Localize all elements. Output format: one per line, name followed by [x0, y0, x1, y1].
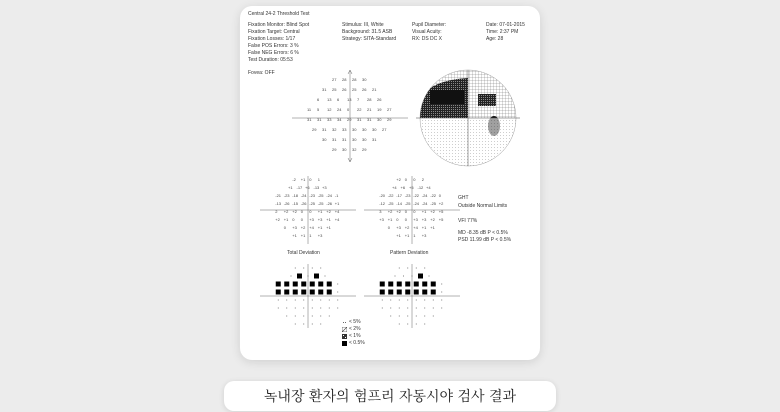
threshold-value: 31 [342, 137, 347, 142]
patient-age: Age: 28 [486, 36, 504, 42]
total-deviation-value: -24 [300, 193, 307, 198]
threshold-value: 30 [352, 137, 357, 142]
probability-symbol [320, 316, 321, 317]
threshold-value: 31 [372, 137, 377, 142]
probability-symbol [308, 276, 309, 277]
pattern-deviation-value: +1 [404, 233, 410, 238]
probability-symbol [284, 290, 289, 295]
test-duration: Test Duration: 05:53 [248, 57, 293, 63]
threshold-value: 30 [362, 127, 367, 132]
probability-symbol [424, 316, 425, 317]
probability-symbol [276, 282, 281, 287]
probability-symbol [278, 300, 279, 301]
pattern-deviation-value: +5 [438, 209, 444, 214]
probability-symbol [293, 282, 298, 287]
pattern-deviation-value: -14 [396, 201, 403, 206]
threshold-value: 22 [357, 107, 362, 112]
probability-symbol [390, 300, 391, 301]
probability-symbol [310, 282, 315, 287]
probability-symbol [433, 316, 434, 317]
probability-symbol [327, 290, 332, 295]
probability-symbol [327, 282, 332, 287]
vfi-value: VFI 77% [458, 218, 478, 224]
total-deviation-value: +1 [292, 233, 297, 238]
probability-symbol [276, 290, 281, 295]
probability-symbol [424, 300, 425, 301]
probability-symbol [337, 300, 338, 301]
pattern-deviation-value: +3 [379, 217, 384, 222]
threshold-value: 31 [317, 117, 322, 122]
total-deviation-value: 0 [309, 209, 312, 214]
pattern-deviation-value: -23 [404, 193, 411, 198]
pattern-deviation-value: -24 [413, 201, 420, 206]
pattern-deviation-value: +5 [409, 185, 414, 190]
probability-symbol [329, 300, 330, 301]
total-deviation-value: 0 [300, 217, 303, 222]
total-deviation-value: +6 [305, 185, 310, 190]
pattern-deviation-value: 0 [438, 193, 441, 198]
probability-symbol [399, 268, 400, 269]
threshold-value: 5 [317, 107, 320, 112]
threshold-value: 31 [307, 117, 312, 122]
threshold-value: 30 [362, 77, 367, 82]
probability-symbol [390, 316, 391, 317]
pattern-deviation-probability-plot [364, 264, 460, 328]
figure-caption: 녹내장 환자의 험프리 자동시야 검사 결과 [224, 381, 556, 411]
total-deviation-value: +1 [326, 217, 331, 222]
threshold-value: 27 [332, 77, 337, 82]
probability-symbol [399, 308, 400, 309]
probability-symbol [412, 276, 413, 277]
total-deviation-value: -15 [292, 201, 299, 206]
probability-symbol [303, 268, 304, 269]
total-deviation-value: -17 [296, 185, 303, 190]
total-deviation-value: +1 [317, 209, 323, 214]
threshold-value: 31 [332, 137, 337, 142]
threshold-value: 32 [352, 147, 357, 152]
total-deviation-value: +1 [300, 233, 306, 238]
probability-symbol [433, 308, 434, 309]
total-deviation-value: -24 [326, 193, 333, 198]
ght-value: Outside Normal Limits [458, 203, 508, 209]
probability-symbol [407, 300, 408, 301]
threshold-value: 25 [332, 87, 337, 92]
pattern-deviation-value: 3 [379, 209, 382, 214]
pattern-deviation-value: 1 [413, 233, 416, 238]
probability-symbol [388, 290, 393, 295]
threshold-value: 25 [352, 87, 357, 92]
visual-field-report: Central 24-2 Threshold Test Fixation Monitor: Blind Spot Fixation Target: Central Fixation Losses: 1/17 False POS Errors: 3 % False NEG Errors: 6 % Test Duration: 05:53 Stimulus: III, White Background: 31.5 ASB Strategy: SITA-Standard Pupil Diameter: Visual Acuity: RX: DS DC X Date: 07-01-2015 Time: 2:37 PM Age: 28 Fovea: OFF 27 28 28 30 31 25 26 25 26 21 6 13 6 13 7 28 26 11 5 12 24 0 22 21 19 27 31 31 33 34 29 31 31 30 29 29 31 32 33 30 30 30 27 30 31 31 30 30 31 29 30 32 29 -2 +1 0 1 +1 -17 +6 -13 +3 -21 -23 -18 -24 -23 -25 -24 -1 -13 -26 -15 -26 -25 -25 -26 +1 2 +2 +2 0 0 +1 +2 +4 +2 +1 0 0 +3 +3 +1 +4 0 +3 +2 +4 +1 +1 +1 +1 1 +3 Total Deviation +2 0 0 2 +4 +6 +5 -12 +4 -20 -22 -17 -23 -22 -24 -22 0 -12 -25 -14 -25 -24 -24 -25 +2 3 +2 +2 0 0 +1 +2 +5 +3 +1 0 0 +3 +3 +2 +5 0 +3 +2 +4 +1 +1 +1 +1 1 +3 Pattern Deviation GHT Outside Normal Limits VFI 77% MD -8.35 dB P < 0.5% PSD 11.99 dB P < 0.5% < 5% < 2% < 1% < 0.5% [248, 11, 525, 346]
probability-symbol [303, 324, 304, 325]
pattern-deviation-value: +1 [421, 209, 427, 214]
threshold-value: 19 [377, 107, 382, 112]
total-deviation-value: 0 [292, 217, 295, 222]
threshold-value: 31 [367, 117, 372, 122]
pattern-deviation-value: -25 [430, 201, 437, 206]
total-deviation-value: +3 [309, 217, 314, 222]
probability-symbol [295, 324, 296, 325]
fixation-target: Fixation Target: Central [248, 29, 300, 35]
total-deviation-value: +1 [334, 201, 340, 206]
probability-symbol [312, 300, 313, 301]
threshold-value: 30 [342, 147, 347, 152]
total-deviation-value: +4 [334, 217, 340, 222]
probability-symbol [320, 300, 321, 301]
threshold-value: 26 [362, 87, 367, 92]
threshold-value: 34 [337, 117, 342, 122]
report-title: Central 24-2 Threshold Test [248, 11, 310, 17]
threshold-value: 29 [362, 147, 367, 152]
probability-symbol [405, 290, 410, 295]
probability-symbol [312, 308, 313, 309]
total-deviation-value: -21 [275, 193, 282, 198]
pattern-deviation-value: 0 [413, 177, 416, 182]
visual-acuity: Visual Acuity: [412, 29, 442, 35]
total-deviation-value: -26 [283, 201, 290, 206]
total-deviation-value: +2 [326, 209, 331, 214]
probability-symbol [431, 290, 436, 295]
probability-symbol [380, 290, 385, 295]
threshold-value: 28 [352, 77, 357, 82]
probability-symbol [286, 316, 287, 317]
report-card [240, 6, 540, 360]
probability-symbol [399, 300, 400, 301]
threshold-value: 30 [372, 127, 377, 132]
threshold-value: 31 [322, 127, 327, 132]
threshold-value: 13 [327, 97, 332, 102]
threshold-value: 6 [337, 97, 340, 102]
probability-symbol [441, 300, 442, 301]
probability-symbol [295, 316, 296, 317]
total-deviation-value: +2 [292, 209, 297, 214]
legend-symbol-1-icon [342, 334, 347, 339]
probability-symbol [303, 316, 304, 317]
psd-value: PSD 11.99 dB P < 0.5% [458, 237, 512, 243]
threshold-value: 21 [367, 107, 372, 112]
probability-symbol [399, 324, 400, 325]
probability-symbol [286, 308, 287, 309]
pattern-deviation-value: +1 [396, 233, 401, 238]
probability-symbol [337, 292, 338, 293]
legend-symbol-2-icon [342, 327, 347, 332]
pattern-deviation-value: -25 [387, 201, 394, 206]
probability-symbol [295, 308, 296, 309]
threshold-value: 30 [377, 117, 382, 122]
probability-symbol [297, 274, 302, 279]
threshold-value: 26 [342, 87, 347, 92]
fixation-monitor: Fixation Monitor: Blind Spot [248, 22, 310, 28]
probability-symbol [414, 282, 419, 287]
probability-symbol [414, 290, 419, 295]
pattern-deviation-value: +1 [421, 225, 427, 230]
threshold-value: 33 [327, 117, 332, 122]
pattern-deviation-label: Pattern Deviation [390, 250, 429, 256]
pattern-deviation-value: -24 [421, 193, 428, 198]
probability-symbol [395, 276, 396, 277]
threshold-value: 27 [382, 127, 387, 132]
threshold-value: 32 [332, 127, 337, 132]
pattern-deviation-value: 0 [387, 225, 390, 230]
threshold-value: 33 [342, 127, 347, 132]
pattern-deviation-value: +5 [438, 217, 444, 222]
probability-symbol [325, 276, 326, 277]
threshold-value: 12 [327, 107, 332, 112]
total-deviation-value: +4 [309, 225, 314, 230]
probability-symbol [441, 308, 442, 309]
total-deviation-value: 0 [283, 225, 286, 230]
probability-symbol [314, 274, 319, 279]
probability-symbol [301, 282, 306, 287]
probability-symbol [291, 276, 292, 277]
total-deviation-value: +1 [283, 217, 289, 222]
probability-symbol [416, 308, 417, 309]
probability-symbol [397, 290, 402, 295]
threshold-value: 30 [362, 137, 367, 142]
threshold-value: 11 [307, 107, 312, 112]
threshold-value: 27 [387, 107, 392, 112]
pattern-deviation-value: -17 [396, 193, 403, 198]
pattern-deviation-value: -22 [430, 193, 437, 198]
pattern-deviation-value: 0 [404, 177, 407, 182]
total-deviation-value: -13 [275, 201, 282, 206]
grayscale-map [412, 68, 524, 168]
total-deviation-value: -25 [309, 201, 316, 206]
total-deviation-value: +2 [300, 225, 306, 230]
pattern-deviation-value: +2 [396, 177, 401, 182]
threshold-value: 28 [342, 77, 347, 82]
threshold-value: 31 [357, 117, 362, 122]
total-deviation-value: +4 [334, 209, 340, 214]
probability-symbol [295, 300, 296, 301]
pattern-deviation-value: +2 [387, 209, 393, 214]
threshold-value: 24 [337, 107, 342, 112]
probability-symbol [418, 274, 423, 279]
pattern-deviation-value: +4 [392, 185, 397, 190]
probability-symbol [380, 282, 385, 287]
threshold-value: 29 [387, 117, 392, 122]
pattern-deviation-value: +3 [421, 233, 427, 238]
probability-symbol [407, 268, 408, 269]
probability-symbol [303, 300, 304, 301]
threshold-value: 13 [347, 97, 352, 102]
probability-symbol [441, 284, 442, 285]
probability-symbol [312, 268, 313, 269]
probability-symbol [329, 308, 330, 309]
false-pos-errors: False POS Errors: 3 % [248, 43, 299, 49]
pattern-deviation-value: +1 [430, 225, 435, 230]
total-deviation-value: +3 [317, 217, 323, 222]
pattern-deviation-value: +4 [426, 185, 431, 190]
probability-symbol [337, 308, 338, 309]
pattern-deviation-value: 0 [396, 217, 399, 222]
total-deviation-value: 0 [300, 209, 303, 214]
pattern-deviation-value: +3 [421, 217, 427, 222]
probability-symbol [397, 282, 402, 287]
probability-symbol [429, 276, 430, 277]
total-deviation-value: -26 [326, 201, 333, 206]
probability-symbol [312, 316, 313, 317]
total-deviation-value: +1 [300, 177, 306, 182]
threshold-value: 29 [347, 117, 352, 122]
test-date: Date: 07-01-2015 [486, 22, 525, 28]
probability-symbol [284, 282, 289, 287]
pattern-deviation-value: -12 [417, 185, 424, 190]
total-deviation-value: -18 [292, 193, 299, 198]
probability-symbol [416, 324, 417, 325]
total-deviation-value: +3 [317, 233, 323, 238]
false-neg-errors: False NEG Errors: 6 % [248, 50, 299, 56]
legend-symbol-05-icon [342, 341, 347, 346]
threshold-value: 21 [372, 87, 377, 92]
probability-symbol [310, 290, 315, 295]
test-time: Time: 2:37 PM [486, 29, 519, 35]
probability-symbol [422, 290, 427, 295]
legend-symbol-5-icon [342, 320, 347, 325]
threshold-value: 28 [367, 97, 372, 102]
probability-symbol [416, 300, 417, 301]
pattern-deviation-value: -22 [413, 193, 420, 198]
probability-symbol [329, 316, 330, 317]
pattern-deviation-value: +2 [430, 217, 435, 222]
threshold-value: 30 [322, 137, 327, 142]
total-deviation-value: -25 [317, 193, 324, 198]
pattern-deviation-value: 2 [421, 177, 424, 182]
total-deviation-label: Total Deviation [287, 250, 320, 256]
pattern-deviation-value: 0 [404, 209, 407, 214]
total-deviation-value: +2 [283, 209, 289, 214]
probability-symbol [382, 308, 383, 309]
pattern-deviation-value: +2 [430, 209, 435, 214]
total-deviation-value: 0 [309, 177, 312, 182]
pattern-deviation-value: -20 [379, 193, 386, 198]
pattern-deviation-value: 0 [413, 209, 416, 214]
probability-symbol [403, 276, 404, 277]
total-deviation-value: +3 [322, 185, 327, 190]
pattern-deviation-value: -22 [387, 193, 394, 198]
pattern-deviation-value: 0 [404, 217, 407, 222]
threshold-value: 0 [347, 107, 350, 112]
threshold-axes [290, 68, 410, 164]
total-deviation-value: -2 [292, 177, 296, 182]
fixation-losses: Fixation Losses: 1/17 [248, 36, 296, 42]
pattern-deviation-value: -25 [404, 201, 411, 206]
threshold-value: 26 [377, 97, 382, 102]
total-deviation-probability-plot [260, 264, 356, 328]
probability-symbol [337, 284, 338, 285]
probability-symbol [320, 308, 321, 309]
strategy: Strategy: SITA-Standard [342, 36, 397, 42]
pupil-diameter: Pupil Diameter: [412, 22, 447, 28]
probability-symbol [416, 268, 417, 269]
probability-symbol [320, 324, 321, 325]
rx: RX: DS DC X [412, 36, 443, 42]
probability-symbol [424, 268, 425, 269]
probability-symbol [382, 300, 383, 301]
pattern-deviation-value: +4 [413, 225, 418, 230]
probability-symbol [312, 324, 313, 325]
pattern-deviation-value: +1 [387, 217, 393, 222]
pattern-deviation-value: +2 [404, 225, 410, 230]
probability-symbol [278, 308, 279, 309]
total-deviation-value: -26 [300, 201, 307, 206]
pattern-deviation-value: -12 [379, 201, 386, 206]
total-deviation-value: -23 [283, 193, 290, 198]
total-deviation-value: +1 [326, 225, 331, 230]
ght-label: GHT [458, 195, 469, 201]
total-deviation-value: 2 [275, 209, 278, 214]
total-deviation-value: +3 [292, 225, 297, 230]
threshold-value: 6 [317, 97, 320, 102]
total-deviation-value: -13 [313, 185, 320, 190]
total-deviation-value: -23 [309, 193, 316, 198]
probability-symbol [399, 316, 400, 317]
total-deviation-value: -1 [334, 193, 339, 198]
probability-symbol [320, 268, 321, 269]
probability-symbol [416, 316, 417, 317]
total-deviation-value: +1 [317, 225, 323, 230]
threshold-value: 31 [322, 87, 327, 92]
pattern-deviation-value: +3 [413, 217, 418, 222]
probability-symbol [318, 282, 323, 287]
pattern-deviation-value: +2 [396, 209, 401, 214]
background: Background: 31.5 ASB [342, 29, 393, 35]
probability-symbol [390, 308, 391, 309]
probability-symbol [286, 300, 287, 301]
md-value: MD -8.35 dB P < 0.5% [458, 230, 508, 236]
pattern-deviation-value: +6 [400, 185, 406, 190]
probability-symbol [422, 282, 427, 287]
fovea-setting: Fovea: OFF [248, 70, 275, 76]
probability-symbol [407, 308, 408, 309]
probability-symbol [388, 282, 393, 287]
probability-symbol [407, 316, 408, 317]
total-deviation-value: +1 [288, 185, 293, 190]
threshold-value: 7 [357, 97, 360, 102]
total-deviation-value: 1 [317, 177, 320, 182]
total-deviation-value: 1 [309, 233, 312, 238]
pattern-deviation-value: +2 [438, 201, 444, 206]
probability-symbol [301, 290, 306, 295]
threshold-value: 29 [312, 127, 317, 132]
total-deviation-value: -25 [317, 201, 324, 206]
probability-symbol [424, 324, 425, 325]
probability-symbol [441, 292, 442, 293]
probability-symbol [293, 290, 298, 295]
pattern-deviation-value: -24 [421, 201, 428, 206]
threshold-value: 30 [352, 127, 357, 132]
stimulus: Stimulus: III, White [342, 22, 384, 28]
total-deviation-value: +2 [275, 217, 280, 222]
pattern-deviation-value: +3 [396, 225, 401, 230]
probability-symbol [433, 300, 434, 301]
probability-symbol [431, 282, 436, 287]
probability-symbol [318, 290, 323, 295]
probability-symbol [407, 324, 408, 325]
threshold-value: 29 [332, 147, 337, 152]
probability-symbol [295, 268, 296, 269]
probability-symbol [405, 282, 410, 287]
probability-symbol [303, 308, 304, 309]
probability-symbol [424, 308, 425, 309]
